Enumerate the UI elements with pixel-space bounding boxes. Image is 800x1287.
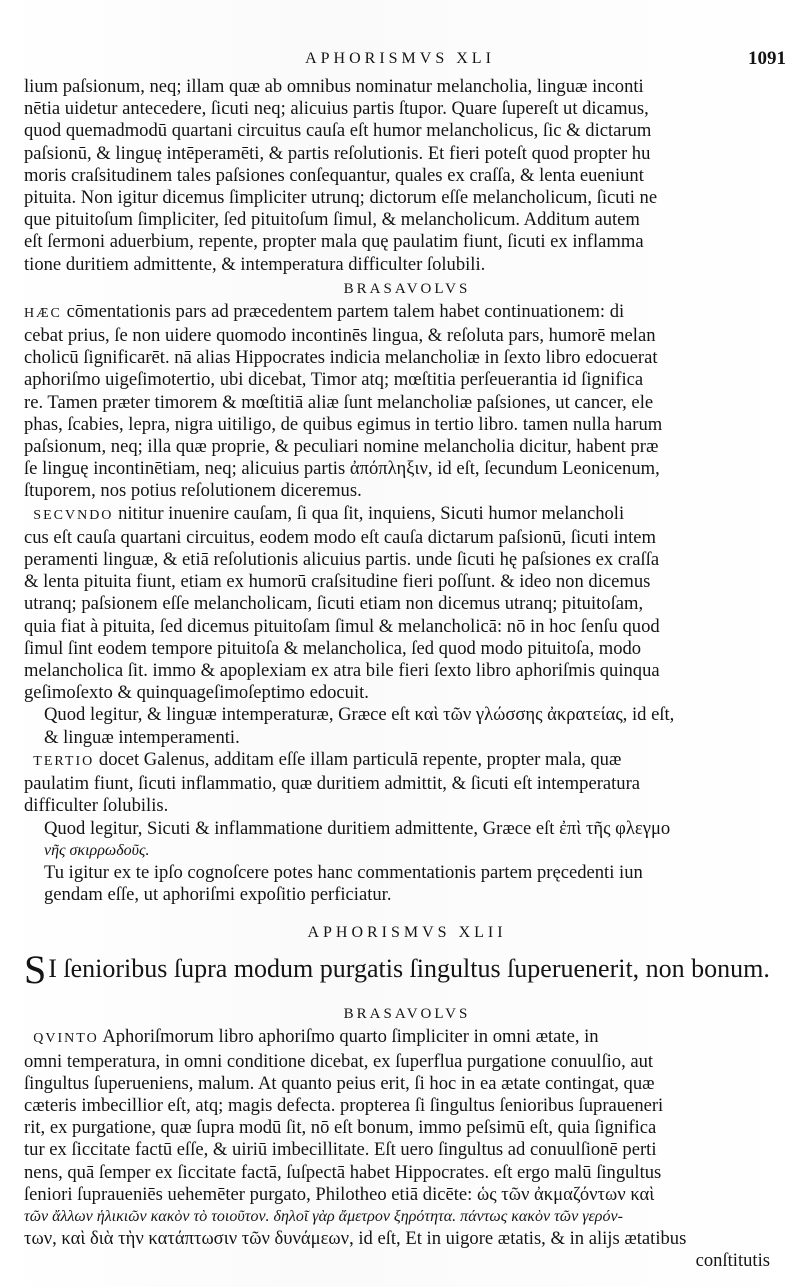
text-line — [24, 503, 790, 527]
commentary-paragraph-tertio — [24, 749, 790, 818]
text-line: peramenti linguæ, & etiā reſolutionis alicuius partis. unde ſicuti hę paſsiones ex craſſa — [24, 549, 660, 571]
text-line: que pituitoſum ſimpliciter, ſed pituitoſum ſimul, & melancholicum. Additum autem — [24, 209, 640, 231]
text-line: & lenta pituita fiunt, etiam ex humorū craſsitudine fieri poſſunt. & ideo non dicemus — [24, 571, 651, 593]
text-line: ſtuporem, nos potius reſolutionem diceremus. — [24, 480, 362, 502]
text-line: Quod legitur, Sicuti & inflammatione duritiem admittente, Græce eſt ἐπὶ τῆς φλεγμο — [44, 817, 671, 839]
text-line: ſeniori ſupraueniēs uehemēter purgato, Philotheo etiā dicēte: ὡς τῶν ἀκμαζόντων καὶ — [24, 1183, 655, 1205]
catchword: conſtitutis — [695, 1250, 770, 1272]
text-line: ſimul ſint eodem tempore pituitoſa & melancholica, ſed quod modo pituitoſa, modo — [24, 637, 642, 659]
text-line: quod quemadmodū quartani circuitus cauſa eſt humor melancholicus, ſic & dictarum — [24, 120, 652, 142]
text-line: eſt ſermoni aduerbium, repente, propter mala quę paulatim fiunt, ſicuti ex inflamma — [24, 231, 644, 253]
text-line: cebat prius, ſe non uidere quomodo incontinēs lingua, & reſoluta pars, humorē melan — [24, 325, 656, 347]
text-line: paulatim fiunt, ſicuti inflammatio, quæ duritiem admittit, & ſicuti eſt intemperatura — [24, 773, 641, 795]
text-line: paſsionum, neq; illa quæ proprie, & peculiari nomine melancholia dicitur, habent præ — [24, 436, 659, 458]
text-line-content: docet Galenus, additam eſſe illam particulā repente, propter mala, quæ — [98, 748, 622, 770]
commentary-paragraph-haec — [24, 301, 790, 503]
text-line: Quod legitur, & linguæ intemperaturæ, Græce eſt καὶ τῶν γλώσσης ἀκρατείας, id eſt, — [44, 704, 675, 726]
text-line: νῆς σκιρρωδοῦς. — [44, 841, 150, 859]
text-line: paſsionū, & linguę intēperamēti, & partis reſolutionis. Et fieri poteſt quod propter hu — [24, 142, 651, 164]
text-line: tur ex ſiccitate factū eſſe, & uiriū imbecillitate. Eſt uero ſingultus ad conuulſionē perti — [24, 1139, 657, 1161]
commentary-paragraph-continuation — [24, 76, 790, 276]
text-line: ſe linguę incontinētiam, neq; alicuius partis ἀπόπληξιν, id eſt, ſecundum Leonicenum, — [24, 458, 660, 480]
section-heading-brasavolus: BRASAVOLVS — [343, 280, 471, 297]
page-body — [24, 76, 790, 1273]
text-line — [24, 749, 790, 773]
text-line-content: Aphoriſmorum libro aphoriſmo quarto ſimpliciter in omni ætate, in — [102, 1026, 599, 1048]
page-number: 1091 — [748, 48, 786, 69]
text-line-content: nititur inuenire cauſam, ſi qua ſit, inquiens, Sicuti humor melancholi — [118, 502, 625, 524]
text-line: cholicū ſignificarēt. nā alias Hippocrates indicia melancholiæ in ſexto libro edocuerat — [24, 347, 658, 369]
text-line: lium paſsionum, neq; illam quæ ab omnibus nominatur melancholia, linguæ inconti — [24, 76, 644, 97]
aphorism-heading: APHORISMVS XLII — [307, 924, 507, 942]
drop-cap: S — [24, 947, 47, 993]
aphorism-line: I ſenioribus ſupra modum purgatis ſingultus ſuperuenerit, non bonum. — [48, 954, 770, 984]
commentary-paragraph-quinto — [24, 1026, 790, 1272]
text-line: rit, ex purgatione, quæ ſupra modū ſit, nō eſt bonum, immo peſsimū eſt, quia ſignifica — [24, 1117, 657, 1139]
text-line: quia fiat à pituita, ſed dicemus pituitoſam ſimul & melancholicā: nō in hoc ſenſu quod — [24, 615, 660, 637]
text-line: nētia uidetur antecedere, ſicuti neq; alicuius partis ſtupor. Quare ſupereſt ut dicamus, — [24, 98, 649, 120]
lead-word: SECVNDO — [33, 507, 114, 523]
text-line: & linguæ intemperamenti. — [44, 726, 240, 748]
text-line-content: cōmentationis pars ad præcedentem partem talem habet continuationem: di — [66, 300, 625, 322]
text-line: difficulter ſolubilis. — [24, 795, 169, 817]
text-line: utranq; paſsionem eſſe melancholicam, ſicuti etiam non dicemus utranq; pituitoſam, — [24, 593, 644, 615]
text-line: moris craſsitudinem tales paſsiones conſequantur, quales ex craſſa, & lenta eueniunt — [24, 164, 644, 186]
text-line — [24, 1026, 790, 1050]
commentary-paragraph-greek-note — [24, 818, 790, 862]
text-line — [24, 301, 790, 325]
commentary-paragraph-secundo — [24, 503, 790, 705]
aphorism-text — [24, 947, 790, 993]
lead-word: HÆC — [24, 305, 62, 321]
text-line: re. Tamen præter timorem & mœſtitiā aliæ ſunt melancholiæ paſsiones, ut cancer, ele — [24, 391, 654, 413]
text-line: melancholica ſit. immo & apoplexiam ex atra bile fieri ſexto libro aphoriſmis quinqua — [24, 660, 660, 682]
text-line: pituita. Non igitur dicemus ſimpliciter utrunq; dictorum eſſe melancholicum, ſicuti ne — [24, 187, 658, 209]
text-line: aphoriſmo uigeſimotertio, ubi dicebat, Timor atq; mœſtitia perſeuerantia id ſignifica — [24, 369, 644, 391]
text-line: cus eſt cauſa quartani circuitus, eodem modo eſt cauſa dictarum paſsionū, ſicuti intem — [24, 526, 656, 548]
text-line: geſimoſexto & quinquageſimoſeptimo edocuit. — [24, 682, 369, 704]
text-line: nens, quā ſemper ex ſiccitate factā, ſuſpectā habet Hippocrates. eſt ergo malū ſingultus — [24, 1161, 662, 1183]
text-line: των, καὶ διὰ τὴν κατάπτωσιν τῶν δυνάμεων, id eſt, Et in uigore ætatis, & in alijs ætatibus — [24, 1228, 687, 1250]
text-line: ſingultus ſuperueniens, malum. At quanto peius erit, ſi hoc in ea ætate contingat, quæ — [24, 1072, 655, 1094]
text-line: τῶν ἄλλων ἡλικιῶν κακὸν τὸ τοιοῦτον. δηλοῖ γὰρ ἄμετρον ξηρότητα. πάντως κακὸν τῶν γερόν- — [24, 1207, 623, 1225]
text-line: gendam eſſe, ut aphoriſmi expoſitio perficiatur. — [44, 884, 392, 906]
lead-word: TERTIO — [33, 753, 95, 769]
commentary-paragraph-conclusion — [24, 862, 790, 906]
section-heading-brasavolus: BRASAVOLVS — [343, 1006, 471, 1023]
text-line: cæteris imbecillior eſt, atq; magis defecta. propterea ſi ſingultus ſenioribus ſupraueneri — [24, 1094, 664, 1116]
commentary-paragraph-greek-note — [24, 704, 790, 748]
running-title: APHORISMVS XLI — [305, 50, 495, 67]
running-head — [0, 50, 800, 74]
text-line: phas, ſcabies, lepra, nigra uitiligo, de quibus egimus in tertio libro. tamen nulla harum — [24, 413, 663, 435]
text-line: omni temperatura, in omni conditione dicebat, ex ſuperflua purgatione conuulſio, aut — [24, 1050, 654, 1072]
lead-word: QVINTO — [33, 1031, 99, 1047]
text-line: tione duritiem admittente, & intemperatura difficulter ſolubili. — [24, 253, 486, 275]
text-line: Tu igitur ex te ipſo cognoſcere potes hanc commentationis partem pręcedenti iun — [44, 861, 643, 883]
